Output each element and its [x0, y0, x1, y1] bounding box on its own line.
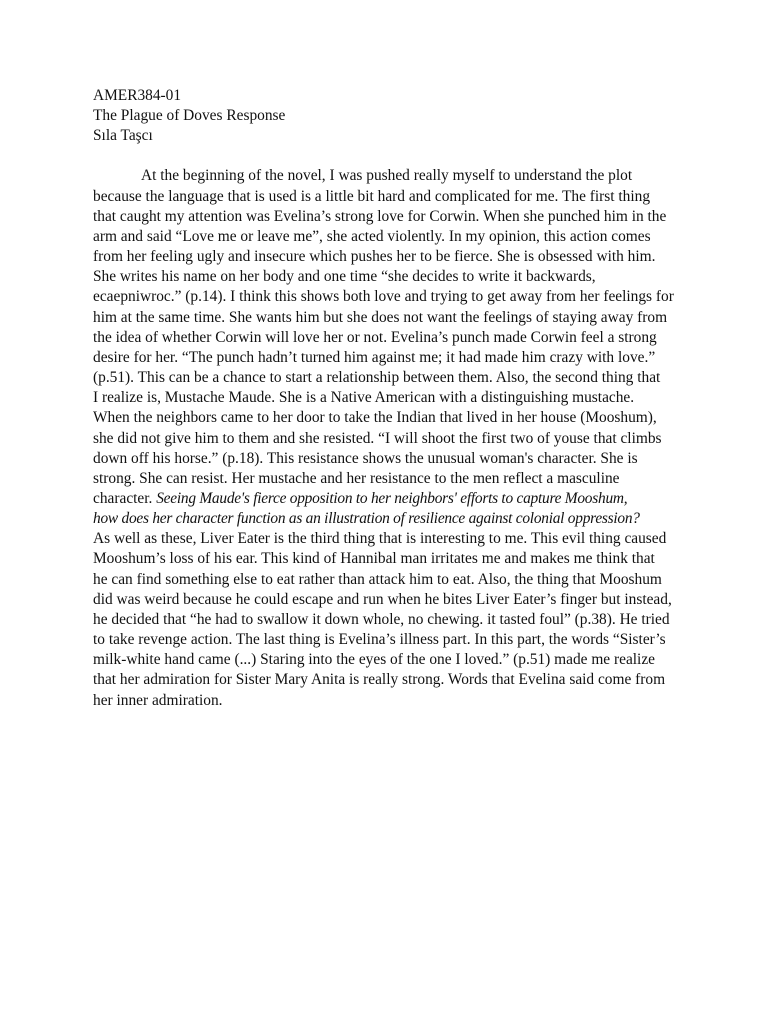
body-line-text: As well as these, Liver Eater is the third thing that is interesting to me. This evil thing caused — [93, 530, 667, 548]
body-line-text: him at the same time. She wants him but she does not want the feelings of staying away from — [93, 308, 668, 326]
body-line — [93, 308, 683, 328]
body-line — [93, 529, 683, 549]
body-line-text: milk-white hand came (...) Staring into the eyes of the one I loved.” (p.51) made me realize — [93, 651, 655, 669]
body-line — [93, 429, 683, 449]
body-line — [93, 368, 683, 388]
body-line — [93, 408, 683, 428]
body-line-text: When the neighbors came to her door to take the Indian that lived in her house (Mooshum), — [93, 409, 657, 427]
body-line-text: did was weird because he could escape and run when he bites Liver Eater’s finger but instead, — [93, 590, 672, 608]
body-line-text: her inner admiration. — [93, 691, 223, 709]
body-line-text: that caught my attention was Evelina’s strong love for Corwin. When she punched him in the — [93, 207, 667, 225]
document-page — [93, 86, 683, 711]
body-line-text: I realize is, Mustache Maude. She is a Native American with a distinguishing mustache. — [93, 389, 635, 407]
body-line-text: to take revenge action. The last thing is Evelina’s illness part. In this part, the words “Sister’s — [93, 631, 666, 649]
body-line-text: the idea of whether Corwin will love her or not. Evelina’s punch made Corwin feel a strong — [93, 328, 657, 346]
body-line — [93, 650, 683, 670]
document-title: The Plague of Doves Response — [93, 107, 286, 125]
body-line — [93, 469, 683, 489]
header-spacer — [93, 146, 683, 166]
body-line — [93, 449, 683, 469]
body-line-text: he decided that “he had to swallow it down whole, no chewing. it tasted foul” (p.38). He tried — [93, 610, 670, 628]
body-line-text: down off his horse.” (p.18). This resistance shows the unusual woman's character. She is — [93, 449, 638, 467]
body-line-text: (p.51). This can be a chance to start a relationship between them. Also, the second thing that — [93, 369, 661, 387]
body-line — [93, 287, 683, 307]
body-line — [93, 570, 683, 590]
body-line-text: arm and said “Love me or leave me”, she acted violently. In my opinion, this action comes — [93, 227, 651, 245]
body-line — [93, 509, 683, 529]
body-line-text: desire for her. “The punch hadn’t turned him against me; it had made him crazy with love.” — [93, 348, 656, 366]
body-line-text: he can find something else to eat rather than attack him to eat. Also, the thing that Mooshum — [93, 570, 662, 588]
body-line-text: strong. She can resist. Her mustache and her resistance to the men reflect a masculine — [93, 469, 620, 487]
body-line — [93, 348, 683, 368]
italic-question-text: Seeing Maude's fierce opposition to her neighbors' efforts to capture Mooshum, — [156, 489, 628, 507]
body-line — [93, 691, 683, 711]
body-line-text: She writes his name on her body and one time “she decides to write it backwards, — [93, 268, 596, 286]
italic-question-text: how does her character function as an illustration of resilience against colonial oppression? — [93, 510, 640, 528]
body-line — [93, 670, 683, 690]
body-line-text: because the language that is used is a little bit hard and complicated for me. The first thing — [93, 187, 651, 205]
body-line — [93, 388, 683, 408]
body-line-text: At the beginning of the novel, I was pushed really myself to understand the plot — [141, 167, 633, 185]
body-line — [93, 166, 683, 186]
body-paragraph — [93, 166, 683, 710]
body-line-text: character. — [93, 489, 157, 507]
body-line — [93, 549, 683, 569]
body-line — [93, 590, 683, 610]
course-code: AMER384-01 — [93, 87, 182, 104]
body-line — [93, 187, 683, 207]
body-line-text: she did not give him to them and she resisted. “I will shoot the first two of youse that climbs — [93, 429, 662, 447]
body-line — [93, 610, 683, 630]
body-line — [93, 247, 683, 267]
body-line — [93, 207, 683, 227]
body-line — [93, 630, 683, 650]
body-line — [93, 227, 683, 247]
author-name: Sıla Taşcı — [93, 127, 153, 145]
body-line — [93, 489, 683, 509]
body-line-text: ecaepniwroc.” (p.14). I think this shows both love and trying to get away from her feelings for — [93, 288, 674, 306]
body-line-text: Mooshum’s loss of his ear. This kind of Hannibal man irritates me and makes me think that — [93, 550, 655, 568]
body-line — [93, 267, 683, 287]
body-line-text: that her admiration for Sister Mary Anita is really strong. Words that Evelina said come from — [93, 671, 666, 689]
body-line — [93, 328, 683, 348]
body-line-text: from her feeling ugly and insecure which pushes her to be fierce. She is obsessed with him. — [93, 248, 656, 266]
